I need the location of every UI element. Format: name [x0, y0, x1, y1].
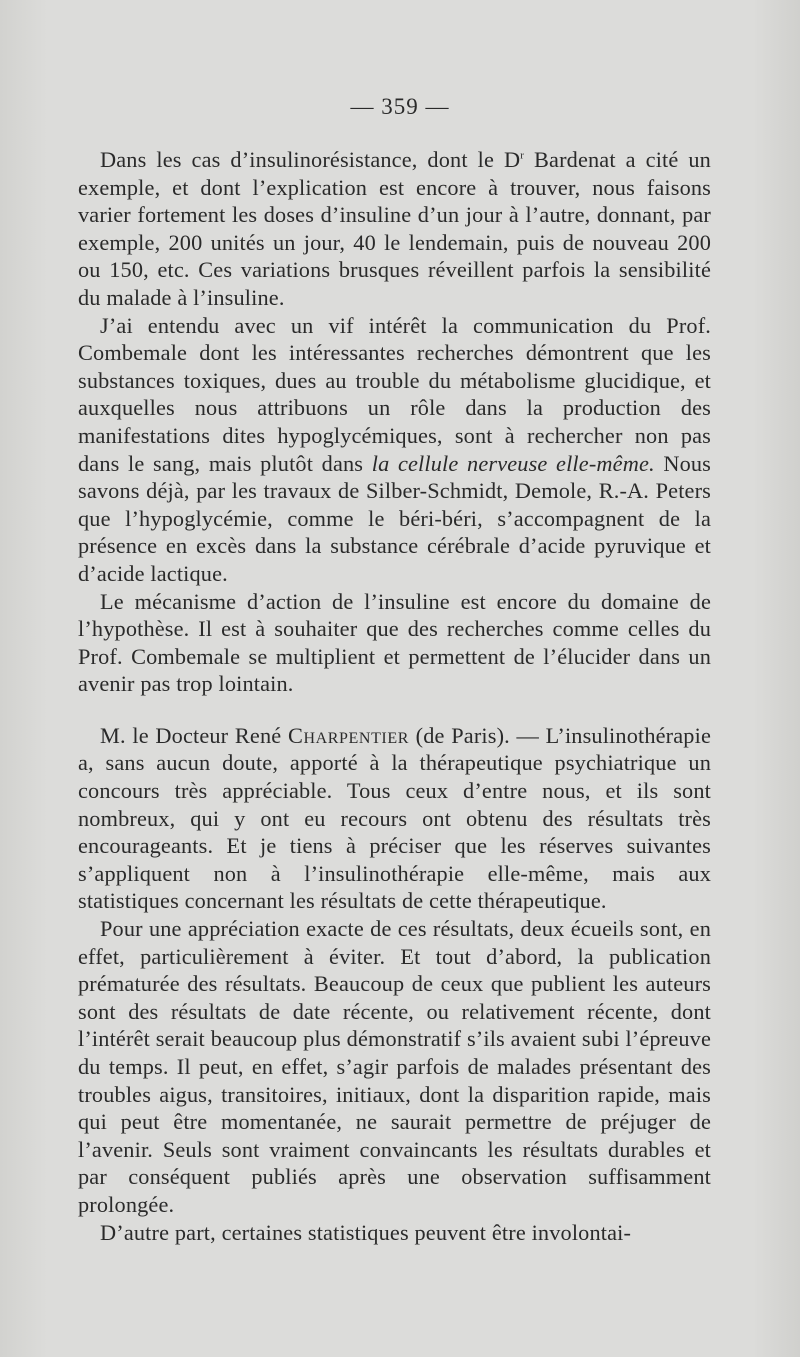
body-text — [78, 146, 711, 1246]
paragraph-4 — [78, 722, 711, 915]
paragraph-1 — [78, 146, 711, 312]
paragraph-2-text-a: J’ai entendu avec un vif intérêt la communication du Prof. Combemale dont les intéressantes recherches démontrent que les substances toxiques, dues au trouble du métabolisme glucidique, et auxquelles nous attribuons un rôle dans la production des manifestations dites hypoglycémiques, sont à rechercher non pas dans le sang, mais plutôt dans — [78, 312, 711, 476]
paragraph-3: Le mécanisme d’action de l’insuline est encore du domaine de l’hypothèse. Il est à souhaiter que des recherches comme celles du Prof. Combemale se multiplient et permettent de l’élucider dans un avenir pas trop lointain. — [78, 588, 711, 697]
paragraph-1-rest: Bardenat a cité un exemple, et dont l’explication est encore à trouver, nous faisons varier fortement les doses d’insuline d’un jour à l’autre, donnant, par exemple, 200 unités un jour, 40 le lendemain, puis de nouveau 200 ou 150, etc. Ces variations brusques réveillent parfois la sensibilité du malade à l’insuline. — [78, 147, 711, 310]
paragraph-2-text-b: Nous savons déjà, par les travaux de Silber-Schmidt, Demole, R.-A. Peters que l’hypoglycémie, comme le béri-béri, s’accompagnent de la présence en excès dans la substance cérébrale d’acide pyruvique et d’acide lactique. — [78, 450, 712, 586]
superscript-r: r — [520, 149, 525, 162]
paragraph-1-text: Dans les cas d’insulinorésistance, dont le D — [100, 147, 521, 172]
page-number: — 359 — — [350, 94, 450, 119]
speaker-prefix: M. le Docteur René — [100, 722, 288, 748]
paragraph-6: D’autre part, certaines statistiques peuvent être involontai- — [100, 1219, 632, 1245]
paragraph-5: Pour une appréciation exacte de ces résultats, deux écueils sont, en effet, particulièrement à éviter. Et tout d’abord, la publication prématurée des résultats. Beaucoup de ceux que publient les auteurs sont des résultats de date récente, ou relativement récente, dont l’intérêt serait beaucoup plus démonstratif s’ils avaient subi l’épreuve du temps. Il peut, en effet, s’agir parfois de malades présentant des troubles aigus, transitoires, initiaux, dont la disparition rapide, mais qui peut être momentanée, ne saurait permettre de préjuger de l’avenir. Seuls sont vraiment convaincants les résultats durables et par conséquent publiés après une observation suffisamment prolongée. — [78, 916, 711, 1217]
paragraph-4-rest: (de Paris). — L’insulinothérapie a, sans aucun doute, apporté à la thérapeutique psychiatrique un concours très appréciable. Tous ceux d’entre nous, et ils sont nombreux, qui y ont eu recours ont obtenu des résultats très encourageants. Et je tiens à préciser que les réserves suivantes s’appliquent non à l’insulinothérapie elle-même, mais aux statistiques concernant les résultats de cette thérapeutique. — [78, 722, 711, 914]
speaker-name: Charpentier — [287, 722, 410, 748]
paragraph-2 — [78, 312, 711, 588]
paragraph-2-italic: la cellule nerveuse elle-même. — [371, 450, 655, 476]
